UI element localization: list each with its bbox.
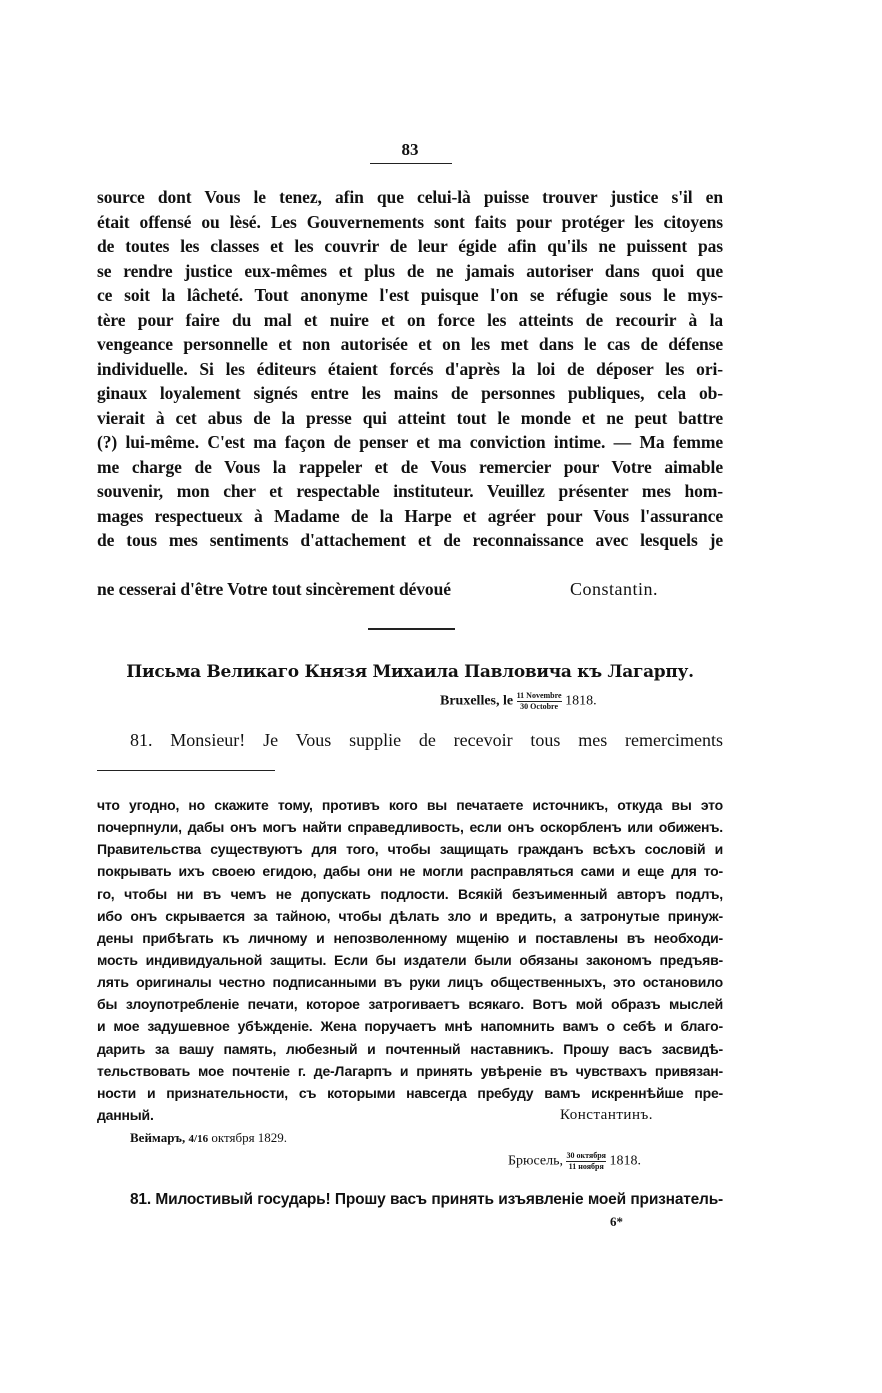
footnote-rule — [97, 770, 275, 771]
date-fraction — [566, 1152, 606, 1171]
footnote-line: лять оригиналы честно подписанными въ руки лицъ общественныхъ, это остановило — [97, 974, 723, 991]
footnote-signature: Константинъ. — [560, 1107, 653, 1123]
text-line: souvenir, mon cher et respectable instituteur. Veuillez présenter mes hom- — [97, 481, 723, 501]
footnote-line: покрывать ихъ своею егидою, дабы они не могли расправляться сами и еще для то- — [97, 863, 723, 880]
letter-opening: 81. Monsieur! Je Vous supplie de recevoir tous mes remerciments — [130, 730, 723, 750]
section-divider — [368, 628, 455, 630]
date-top: 30 октября — [566, 1151, 607, 1160]
text-line: ce soit la lâcheté. Tout anonyme l'est puisque l'on se réfugie sous le mys- — [97, 285, 723, 305]
date-year: 1818. — [609, 1153, 642, 1169]
footnote-dateline — [130, 1130, 287, 1146]
text-line: individuelle. Si les éditeurs étaient forcés d'après la loi de déposer les ori- — [97, 358, 723, 379]
text-line: source dont Vous le tenez, afin que celui-là puisse trouver justice s'il en — [97, 187, 723, 207]
footnote-line: ности и признательности, съ которыми навсегда пребуду вамъ искреннѣйше пре- — [97, 1084, 723, 1101]
text-line: (?) lui-même. C'est ma façon de penser et ma conviction intime. — Ma femme — [97, 432, 723, 452]
footnote-line: ибо онъ скрывается за тайною, чтобы дѣлать зло и вредить, а затронутые принуж- — [97, 907, 723, 924]
text-line: me charge de Vous la rappeler et de Vous remercier pour Votre aimable — [97, 456, 723, 477]
dateline-rest: октября 1829. — [211, 1130, 288, 1145]
text-line: vengeance personnelle et non autorisée et on les met dans le cas de défense — [97, 334, 723, 354]
text-line: de toutes les classes et les couvrir de leur égide afin qu'ils ne puissent pas — [97, 236, 723, 256]
text-line: tère pour faire du mal et nuire et on force les atteints de recourir à la — [97, 309, 723, 330]
text-line: ginaux loyalement signés entre les mains de personnes publiques, cela ob- — [97, 383, 723, 403]
text-line: ne cesserai d'être Votre tout sincèrement dévoué — [97, 579, 451, 599]
page-number: 83 — [401, 140, 419, 159]
signature-mark: 6* — [610, 1214, 623, 1229]
footnote-line: дарить за вашу память, любезный и почтенный наставникъ. Прошу васъ засвидѣ- — [97, 1040, 723, 1057]
signature: Constantin. — [570, 579, 659, 599]
footnote-line: что угодно, но скажите тому, противъ кого вы печатаете источникъ, откуда вы это — [97, 797, 723, 813]
footnote-line: Правительства существуютъ для того, чтобы защищать гражданъ всѣхъ сословій и — [97, 841, 723, 858]
footnote-line: данный. — [97, 1107, 154, 1123]
page-number-rule — [370, 163, 452, 164]
footnote-line: бы злоупотребленіе печати, которое затрогиваетъ всякаго. Вотъ мой образъ мыслей — [97, 996, 723, 1013]
text-line: était offensé ou lèsé. Les Gouvernements sont faits pour protéger les citoyens — [97, 211, 723, 232]
dateline-fraction: 4/16 — [188, 1133, 209, 1145]
date-place: Брюсель, — [508, 1153, 563, 1169]
dateline-place: Веймаръ, — [130, 1130, 186, 1145]
footnote-line: почерпнули, дабы онъ могъ найти справедливость, если онъ оскорбленъ или обиженъ. — [97, 819, 723, 836]
footnote-line: дены прибѣгать къ личному и непозволенному мщенію и поставлены въ необходи- — [97, 929, 723, 946]
russian-letter-date — [508, 1152, 641, 1171]
russian-letter-opening: 81. Милостивый государь! Прошу васъ принять изъявленіе моей признатель- — [130, 1191, 723, 1208]
date-top: 11 Novembre — [516, 691, 562, 700]
footnote-line: мость индивидуальной защиты. Если бы издатели были обязаны закономъ предъяв- — [97, 952, 723, 968]
date-bottom: 30 Octobre — [520, 702, 559, 711]
letter-date — [440, 692, 597, 711]
text-line: mages respectueux à Madame de la Harpe et agréer pour Vous l'assurance — [97, 505, 723, 526]
date-year: 1818. — [565, 693, 597, 709]
footnote-line: и мое задушевное убѣжденіе. Жена поручаетъ мнѣ напомнить вамъ о себѣ и благо- — [97, 1018, 723, 1035]
date-bottom: 11 ноября — [568, 1162, 604, 1171]
text-line: de tous mes sentiments d'attachement et de reconnaissance avec lesquels je — [97, 530, 723, 550]
footnote-line: тельствовать мое почтеніе г. де-Лагарпъ и принять увѣреніе въ чувствахъ привязан- — [97, 1062, 723, 1079]
date-place: Bruxelles, le — [440, 693, 514, 709]
section-heading: Письма Великаго Князя Михаила Павловича къ Лагарпу. — [126, 662, 694, 682]
text-line: vierait à cet abus de la presse qui atteint tout le monde et ne peut battre — [97, 407, 723, 428]
footnote-line: го, чтобы ни въ чемъ не допускать подлости. Всякій безъименный авторъ подлъ, — [97, 885, 723, 902]
text-line: se rendre justice eux-mêmes et plus de ne jamais autoriser dans quoi que — [97, 260, 723, 281]
date-fraction — [517, 692, 562, 711]
